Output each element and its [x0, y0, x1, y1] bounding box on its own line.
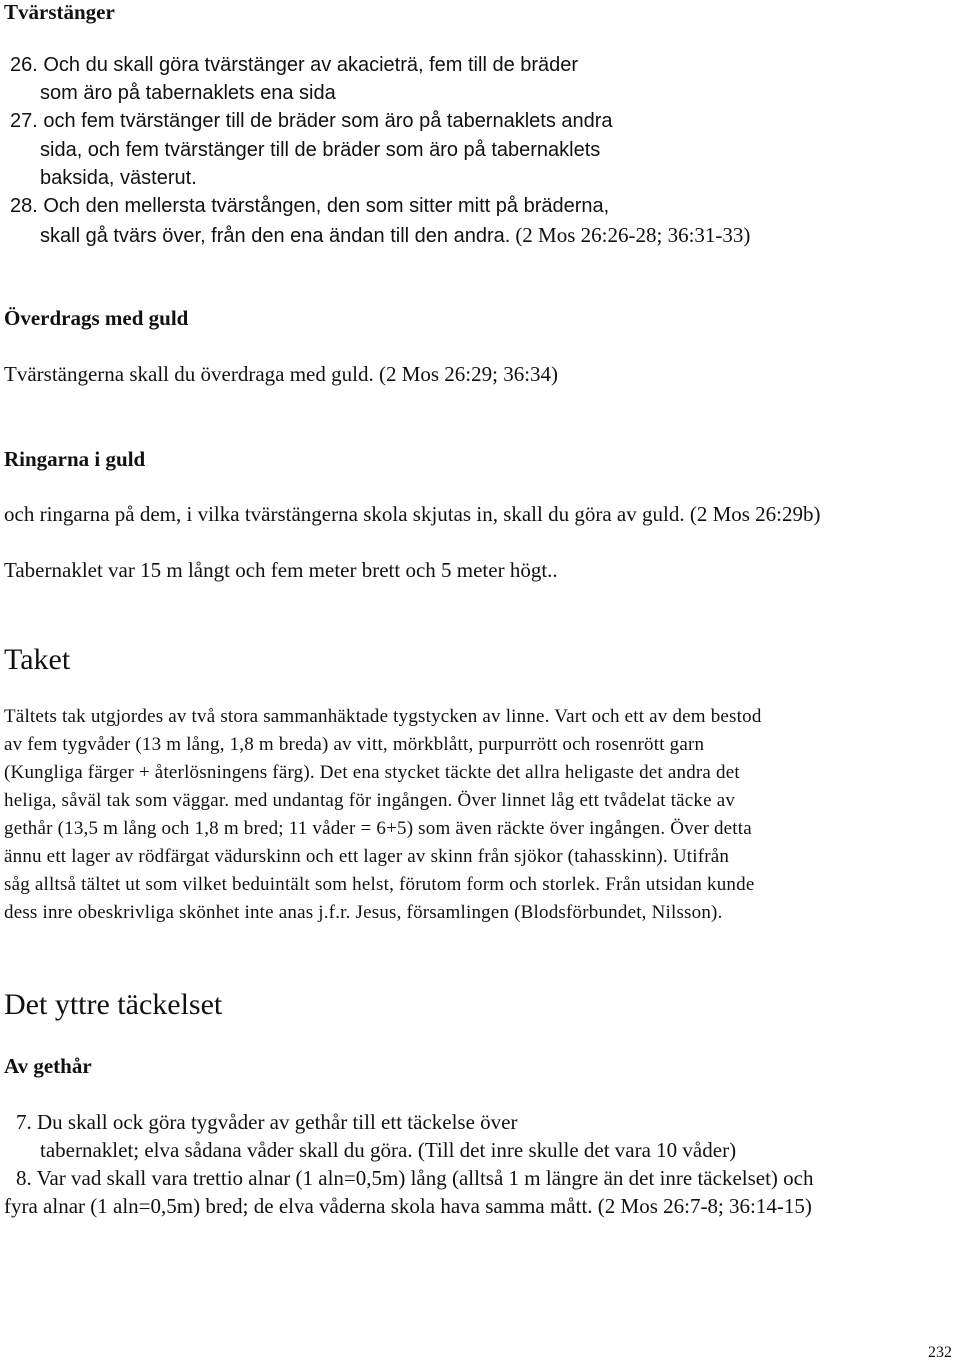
- heading-taket: Taket: [4, 643, 71, 676]
- verse-27-line-1: 27. och fem tvärstänger till de bräder som äro på tabernaklets andra: [10, 110, 613, 132]
- ringarna-text: och ringarna på dem, i vilka tvärstängerna skola skjutas in, skall du göra av guld. (2 Mos 26:29b): [4, 502, 821, 526]
- verse-27-line-2: sida, och fem tvärstänger till de bräder som äro på tabernaklets: [40, 139, 601, 161]
- taket-line-2: av fem tygvåder (13 m lång, 1,8 m breda) av vitt, mörkblått, purpurrött och rosenrött garn: [4, 734, 705, 755]
- overdrag-text: Tvärstängerna skall du överdraga med guld. (2 Mos 26:29; 36:34): [4, 362, 559, 386]
- taket-line-3: (Kungliga färger + återlösningens färg). Det ena stycket täckte det allra heligaste det andra det: [4, 762, 740, 783]
- verse-8-line-2: fyra alnar (1 aln=0,5m) bred; de elva våderna skola hava samma mått. (2 Mos 26:7-8; 36:14-15): [4, 1194, 812, 1218]
- taket-line-8: dess inre obeskrivliga skönhet inte anas j.f.r. Jesus, församlingen (Blodsförbundet, Nilsson).: [4, 902, 723, 923]
- taket-line-7: såg alltså tältet ut som vilket beduintält som helst, förutom form och storlek. Från utsidan kunde: [4, 874, 755, 895]
- tabernaklet-dimensions: Tabernaklet var 15 m långt och fem meter brett och 5 meter högt..: [4, 558, 558, 582]
- verse-26-line-1: 26. Och du skall göra tvärstänger av akacieträ, fem till de bräder: [10, 54, 579, 76]
- heading-overdrag: Överdrags med guld: [4, 306, 189, 330]
- verse-28-text: skall gå tvärs över, från den ena ändan till den andra.: [40, 225, 511, 247]
- heading-tvarstanger: Tvärstänger: [4, 0, 115, 24]
- verse-28-line-2: [40, 223, 750, 248]
- verse-7-line-2: tabernaklet; elva sådana våder skall du göra. (Till det inre skulle det vara 10 våder): [40, 1138, 737, 1162]
- subheading-av-gethar: Av gethår: [4, 1054, 92, 1078]
- verse-27-line-3: baksida, västerut.: [40, 167, 197, 189]
- taket-line-4: heliga, såväl tak som väggar. med undantag för ingången. Över linnet låg ett tvådelat täcke av: [4, 790, 736, 811]
- heading-yttre-tackelset: Det yttre täckelset: [4, 988, 223, 1021]
- verse-28-line-1: 28. Och den mellersta tvärstången, den som sitter mitt på bräderna,: [10, 195, 610, 217]
- taket-line-6: ännu ett lager av rödfärgat vädurskinn och ett lager av skinn från sjökor (tahasskinn). Utifrån: [4, 846, 730, 867]
- verse-8-line-1: 8. Var vad skall vara trettio alnar (1 aln=0,5m) lång (alltså 1 m längre än det inre täckelset) och: [16, 1166, 814, 1190]
- verse-26-line-2: som äro på tabernaklets ena sida: [40, 82, 336, 104]
- page-number: 232: [928, 1344, 952, 1361]
- taket-line-1: Tältets tak utgjordes av två stora sammanhäktade tygstycken av linne. Vart och ett av dem bestod: [4, 706, 762, 727]
- taket-line-5: gethår (13,5 m lång och 1,8 m bred; 11 våder = 6+5) som även räckte över ingången. Över detta: [4, 818, 752, 839]
- reference-tvarstanger: (2 Mos 26:26-28; 36:31-33): [515, 223, 751, 247]
- verse-7-line-1: 7. Du skall ock göra tygvåder av gethår till ett täckelse över: [16, 1110, 518, 1134]
- heading-ringarna: Ringarna i guld: [4, 447, 146, 471]
